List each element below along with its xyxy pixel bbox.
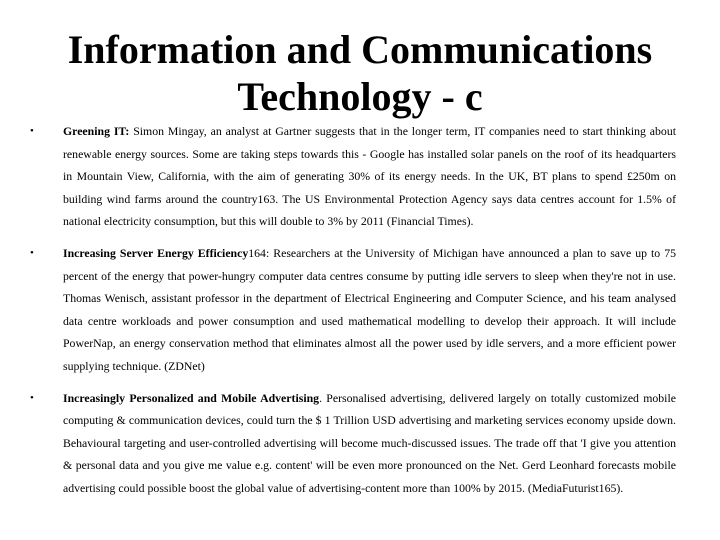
bullet-lead: Greening IT: xyxy=(63,124,130,138)
bullet-server-energy-efficiency xyxy=(30,242,676,378)
bullet-dot-icon: • xyxy=(30,246,34,259)
bullet-greening-it xyxy=(30,120,676,233)
bullet-personalized-advertising xyxy=(30,387,676,500)
bullet-lead: Increasingly Personalized and Mobile Advertising xyxy=(63,390,320,405)
bullet-text: Simon Mingay, an analyst at Gartner suggests that in the longer term, IT companies need to start thinking about renewable energy sources. Some are taking steps towards this - Google has installed solar panels on the roof of its headquarters in Mountain View, California, with the aim of generating 30% of its energy needs. In the UK, BT plans to spend £250m on building wind farms around the country163. The US Environmental Protection Agency says data centres account for 1.5% of national electricity consumption, but this will double to 3% by 2011 (Financial Times). xyxy=(63,124,676,229)
bullet-dot-icon: • xyxy=(30,125,34,137)
title-line-1: Information and Communications xyxy=(67,27,653,72)
bullet-lead: Increasing Server Energy Efficiency xyxy=(63,245,249,260)
bullet-text: 164: Researchers at the University of Michigan have announced a plan to save up to 75 percent of the energy that power-hungry computer data centres consume by putting idle servers to sleep when they're not in use. Thomas Wenisch, assistant professor in the department of Electrical Engineering and Computer Science, and his team analysed data centre workloads and power consumption and used mathematical modelling to develop their approach. It will include PowerNap, an energy conservation method that eliminates almost all the power used by idle servers, and a more efficient power supplying technique. (ZDNet) xyxy=(63,245,676,373)
slide-title xyxy=(40,26,680,120)
bullet-dot-icon: • xyxy=(30,391,34,404)
bullet-list xyxy=(30,120,676,509)
title-line-2: Technology - c xyxy=(237,74,483,119)
bullet-text: . Personalised advertising, delivered largely on totally customized mobile computing & communication devices, could turn the $ 1 Trillion USD advertising and marketing services economy upside down. Behavioural targeting and user-controlled advertising will become much-discussed issues. The trade off that 'I give you attention & personal data and you give me value e.g. content' will be even more pronounced on the Net. Gerd Leonhard forecasts mobile advertising could possible boost the global value of advertising-content more than 100% by 2015. (MediaFuturist165). xyxy=(63,390,676,495)
